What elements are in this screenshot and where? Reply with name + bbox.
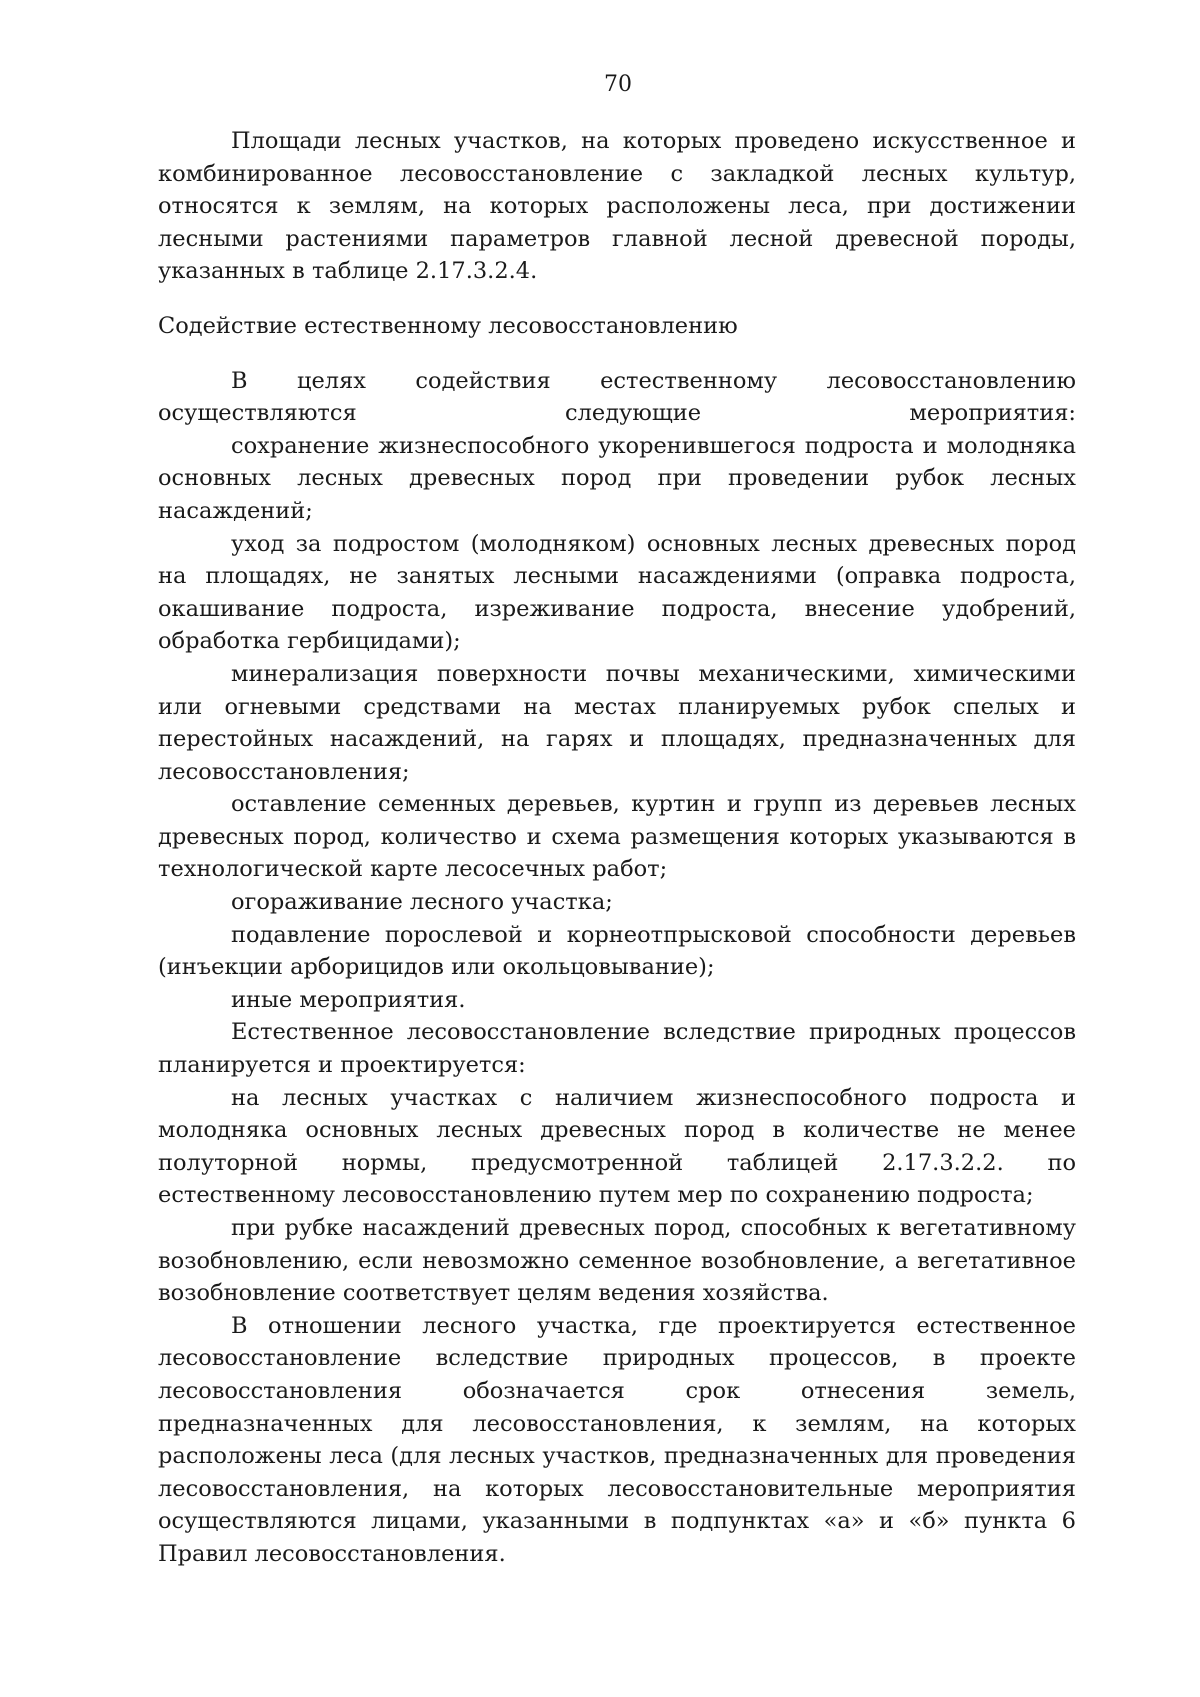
list-item-other-measures: иные мероприятия. <box>231 986 466 1013</box>
document-body <box>158 125 1076 1571</box>
list-item-fencing: огораживание лесного участка; <box>231 889 613 916</box>
list-item-suppression: подавление порослевой и корнеотпрысковой способности деревьев (инъекции арборицидов или окольцовывание); <box>158 921 1076 981</box>
list-item-seed-trees: оставление семенных деревьев, куртин и групп из деревьев лесных древесных пород, количество и схема размещения которых указываются в технологической карте лесосечных работ; <box>158 791 1076 883</box>
paragraph-intro-measures: В целях содействия естественному лесовосстановлению осуществляются следующие мероприятия: <box>158 367 1076 427</box>
paragraph-reforestation-project: В отношении лесного участка, где проектируется естественное лесовосстановление вследствие природных процессов, в проекте лесовосстановления обозначается срок отнесения земель, предназначенных для лесовосстановления, к землям, на которых расположены леса (для лесных участков, предназначенных для проведения лесовосстановления, на которых лесовосстановительные мероприятия осуществляются лицами, указанными в подпунктах «а» и «б» пункта 6 Правил лесовосстановления. <box>158 1312 1076 1567</box>
list-item-vegetative-renewal: при рубке насаждений древесных пород, способных к вегетативному возобновлению, если невозможно семенное возобновление, а вегетативное возобновление соответствует целям ведения хозяйства. <box>158 1215 1076 1307</box>
list-item-soil-mineralization: минерализация поверхности почвы механическими, химическими или огневыми средствами на местах планируемых рубок спелых и перестойных насаждений, на гарях и площадях, предназначенных для лесовосстановления; <box>158 660 1076 785</box>
page-number: 70 <box>604 72 632 97</box>
list-item-preserve-undergrowth: сохранение жизнеспособного укоренившегося подроста и молодняка основных лесных древесных пород при проведении рубок лесных насаждений; <box>158 432 1076 524</box>
section-heading: Содействие естественному лесовосстановлению <box>158 312 738 339</box>
paragraph-artificial-reforestation: Площади лесных участков, на которых проведено искусственное и комбинированное лесовосстановление с закладкой лесных культур, относятся к землям, на которых расположены леса, при достижении лесными растениями параметров главной лесной древесной породы, указанных в таблице 2.17.3.2.4. <box>158 128 1076 285</box>
paragraph-natural-reforestation: Естественное лесовосстановление вследствие природных процессов планируется и проектируется: <box>158 1019 1076 1079</box>
list-item-care-undergrowth: уход за подростом (молодняком) основных лесных древесных пород на площадях, не занятых лесными насаждениями (оправка подроста, окашивание подроста, изреживание подроста, внесение удобрений, обработка гербицидами); <box>158 530 1076 655</box>
list-item-viable-undergrowth: на лесных участках с наличием жизнеспособного подроста и молодняка основных лесных древесных пород в количестве не менее полуторной нормы, предусмотренной таблицей 2.17.3.2.2. по естественному лесовосстановлению путем мер по сохранению подроста; <box>158 1084 1076 1209</box>
